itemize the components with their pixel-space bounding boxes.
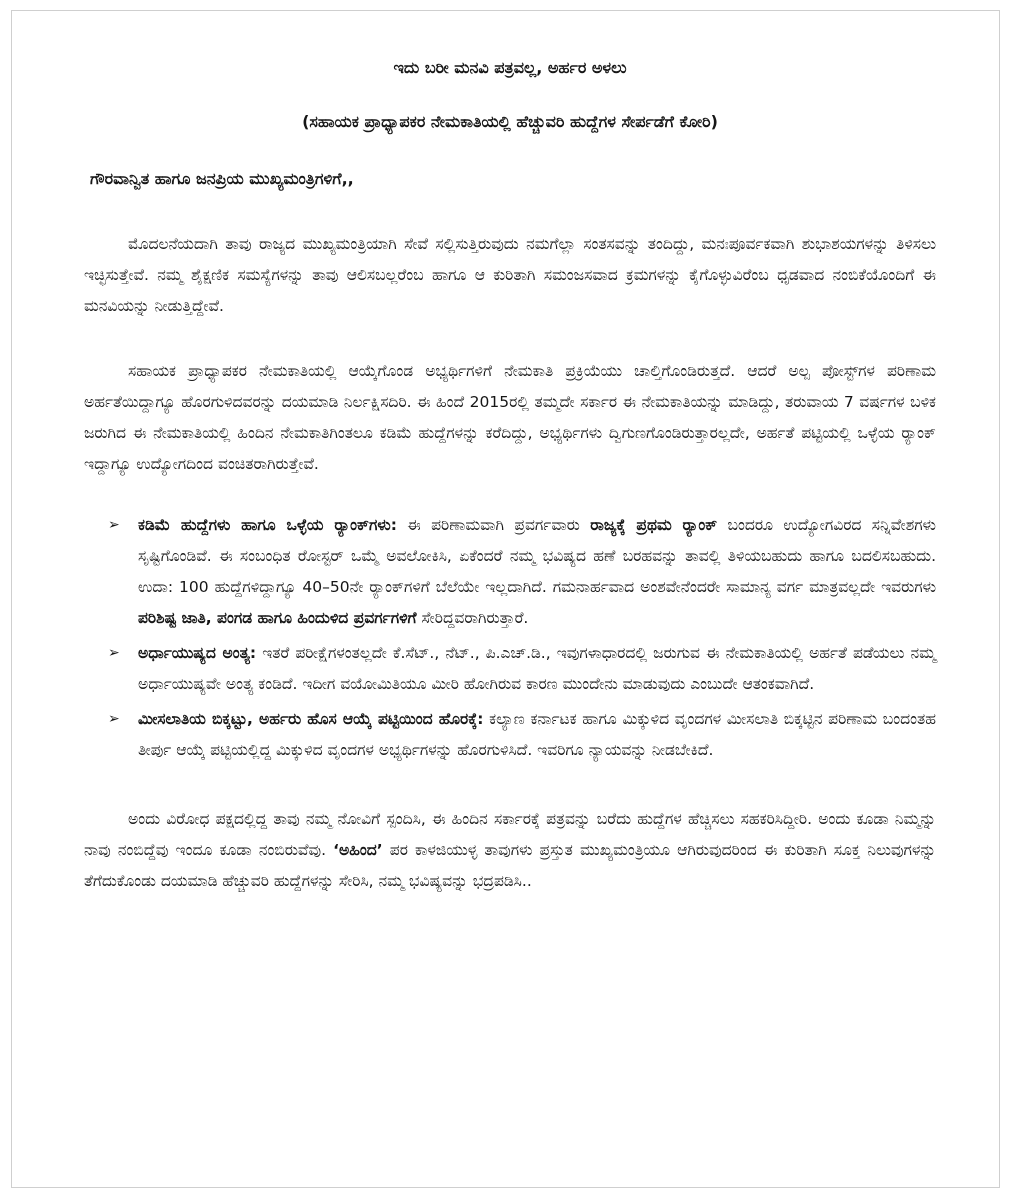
bullet-item	[84, 510, 936, 634]
bullet-list	[84, 510, 936, 766]
arrow-bullet-icon: ➢	[108, 645, 120, 661]
arrow-bullet-icon: ➢	[108, 517, 120, 533]
bullet-text: ಬಂದರೂ ಉದ್ಯೋಗವಿರದ ಸನ್ನಿವೇಶಗಳು ಸೃಷ್ಟಿಗೊಂಡಿವೆ. ಈ ಸಂಬಂಧಿತ ರೋಸ್ಟರ್ ಒಮ್ಮೆ ಅವಲೋಕಿಸಿ, ಏಕೆಂದರೆ ನಮ್ಮ ಭವಿಷ್ಯದ ಹಣೆ ಬರಹವನ್ನು ತಾವಲ್ಲಿ ತಿಳಿಯಬಹುದು ಹಾಗೂ ಬದಲಿಸಬಹುದು. ಉದಾ: 100 ಹುದ್ದೆಗಳಿದ್ದಾಗ್ಯೂ 40–50ನೇ ರ್‍ಯಾಂಕ್‌ಗಳಿಗೆ ಬೆಲೆಯೇ ಇಲ್ಲದಾಗಿದೆ. ಗಮನಾರ್ಹವಾದ ಅಂಶವೇನೆಂದರೇ ಸಾಮಾನ್ಯ ವರ್ಗ ಮಾತ್ರವಲ್ಲದೇ ಇವರುಗಳು	[138, 516, 936, 596]
closing-text: ಪರ ಕಾಳಜಿಯುಳ್ಳ ತಾವುಗಳು ಪ್ರಸ್ತುತ ಮುಖ್ಯಮಂತ್ರಿಯೂ ಆಗಿರುವುದರಿಂದ ಈ ಕುರಿತಾಗಿ ಸೂಕ್ತ ನಿಲುವುಗಳನ್ನು ತೆಗೆದುಕೊಂಡು ದಯಮಾಡಿ ಹೆಚ್ಚುವರಿ ಹುದ್ದೆಗಳನ್ನು ಸೇರಿಸಿ, ನಮ್ಮ ಭವಿಷ್ಯವನ್ನು ಭದ್ರಪಡಿಸಿ..	[84, 841, 936, 890]
bullet-text: ಇತರೆ ಪರೀಕ್ಷೆಗಳಂತಲ್ಲದೇ ಕೆ.ಸೆಟ್., ನೆಟ್., ಪಿ.ಎಚ್.ಡಿ., ಇವುಗಳಾಧಾರದಲ್ಲಿ ಜರುಗುವ ಈ ನೇಮಕಾತಿಯಲ್ಲಿ ಅರ್ಹತೆ ಪಡೆಯಲು ನಮ್ಮ ಅರ್ಧಾಯುಷ್ಯವೇ ಅಂತ್ಯ ಕಂಡಿದೆ. ಇದೀಗ ವಯೋಮಿತಿಯೂ ಮೀರಿ ಹೋಗಿರುವ ಕಾರಣ ಮುಂದೇನು ಮಾಡುವುದು ಎಂಬುದೇ ಆತಂಕವಾಗಿದೆ.	[138, 644, 936, 693]
bullet-text: ಈ ಪರಿಣಾಮವಾಗಿ ಪ್ರವರ್ಗವಾರು	[396, 516, 591, 534]
bullet-text: ಕಲ್ಯಾಣ ಕರ್ನಾಟಕ ಹಾಗೂ ಮಿಕ್ಕುಳಿದ ವೃಂದಗಳ ಮೀಸಲಾತಿ ಬಿಕ್ಕಟ್ಟಿನ ಪರಿಣಾಮ ಬಂದಂತಹ ತೀರ್ಪು ಆಯ್ಕೆ ಪಟ್ಟಿಯಲ್ಲಿದ್ದ ಮಿಕ್ಕುಳಿದ ವೃಂದಗಳ ಅಭ್ಯರ್ಥಿಗಳನ್ನು ಹೊರಗುಳಿಸಿದೆ. ಇವರಿಗೂ ನ್ಯಾಯವನ್ನು ನೀಡಬೇಕಿದೆ.	[138, 710, 937, 759]
letter-title: ಇದು ಬರೀ ಮನವಿ ಪತ್ರವಲ್ಲ, ಅರ್ಹರ ಅಳಲು	[393, 58, 627, 77]
bullet-text: ಸೇರಿದ್ದವರಾಗಿರುತ್ತಾರೆ.	[416, 609, 529, 627]
closing-text: ಅಂದು ವಿರೋಧ ಪಕ್ಷದಲ್ಲಿದ್ದ ತಾವು ನಮ್ಮ ನೋವಿಗೆ ಸ್ಪಂದಿಸಿ, ಈ ಹಿಂದಿನ ಸರ್ಕಾರಕ್ಕೆ ಪತ್ರವನ್ನು ಬರೆದು ಹುದ್ದೆಗಳ ಹೆಚ್ಚಿಸಲು ಸಹಕರಿಸಿದ್ದೀರಿ. ಅಂದು ಕೂಡಾ ನಿಮ್ಮನ್ನು ನಾವು ನಂಬಿದ್ದೆವು ಇಂದೂ ಕೂಡಾ ನಂಬಿರುವೆವು.	[84, 810, 936, 859]
bullet-heading: ಮೀಸಲಾತಿಯ ಬಿಕ್ಕಟ್ಟು, ಅರ್ಹರು ಹೊಸ ಆಯ್ಕೆ ಪಟ್ಟಿಯಿಂದ ಹೊರಕ್ಕೆ:	[138, 710, 484, 728]
bullet-heading: ಕಡಿಮೆ ಹುದ್ದೆಗಳು ಹಾಗೂ ಒಳ್ಳೆಯ ರ್‍ಯಾಂಕ್‌ಗಳು:	[138, 516, 397, 534]
letter-subtitle: (ಸಹಾಯಕ ಪ್ರಾಧ್ಯಾಪಕರ ನೇಮಕಾತಿಯಲ್ಲಿ ಹೆಚ್ಚುವರಿ ಹುದ್ದೆಗಳ ಸೇರ್ಪಡೆಗೆ ಕೋರಿ)	[302, 112, 718, 131]
paragraph-issue: ಸಹಾಯಕ ಪ್ರಾಧ್ಯಾಪಕರ ನೇಮಕಾತಿಯಲ್ಲಿ ಆಯ್ಕೆಗೊಂಡ ಅಭ್ಯರ್ಥಿಗಳಿಗೆ ನೇಮಕಾತಿ ಪ್ರಕ್ರಿಯೆಯು ಚಾಲ್ತಿಗೊಂಡಿರುತ್ತದೆ. ಆದರೆ ಅಲ್ಪ ಪೋಸ್ಟ್‌ಗಳ ಪರಿಣಾಮ ಅರ್ಹತೆಯಿದ್ದಾಗ್ಯೂ ಹೊರಗುಳಿದವರನ್ನು ದಯಮಾಡಿ ನಿರ್ಲಕ್ಷಿಸದಿರಿ. ಈ ಹಿಂದೆ 2015ರಲ್ಲಿ ತಮ್ಮದೇ ಸರ್ಕಾರ ಈ ನೇಮಕಾತಿಯನ್ನು ಮಾಡಿದ್ದು, ತರುವಾಯ 7 ವರ್ಷಗಳ ಬಳಿಕ ಜರುಗಿದ ಈ ನೇಮಕಾತಿಯಲ್ಲಿ ಹಿಂದಿನ ನೇಮಕಾತಿಗಿಂತಲೂ ಕಡಿಮೆ ಹುದ್ದೆಗಳನ್ನು ಕರೆದಿದ್ದು, ಅಭ್ಯರ್ಥಿಗಳು ದ್ವಿಗುಣಗೊಂಡಿರುತ್ತಾರಲ್ಲದೇ, ಅರ್ಹತೆ ಪಟ್ಟಿಯಲ್ಲಿ ಒಳ್ಳೆಯ ರ್‍ಯಾಂಕ್ ಇದ್ದಾಗ್ಯೂ ಉದ್ಯೋಗದಿಂದ ವಂಚಿತರಾಗಿರುತ್ತೇವೆ.	[84, 362, 936, 473]
letter-salutation: ಗೌರವಾನ್ವಿತ ಹಾಗೂ ಜನಪ್ರಿಯ ಮುಖ್ಯಮಂತ್ರಿಗಳಿಗೆ,,	[90, 169, 354, 188]
bullet-item	[84, 638, 936, 700]
closing-emphasis: ‘ಅಹಿಂದ’	[333, 841, 383, 859]
bullet-emphasis: ಪರಿಶಿಷ್ಟ ಜಾತಿ, ಪಂಗಡ ಹಾಗೂ ಹಿಂದುಳಿದ ಪ್ರವರ್ಗಗಳಿಗೆ	[138, 609, 417, 627]
bullet-emphasis: ರಾಜ್ಯಕ್ಕೆ ಪ್ರಥಮ ರ್‍ಯಾಂಕ್	[590, 516, 718, 534]
bullet-heading: ಅರ್ಧಾಯುಷ್ಯದ ಅಂತ್ಯ:	[138, 644, 257, 662]
bullet-item	[84, 704, 936, 766]
paragraph-intro: ಮೊದಲನೆಯದಾಗಿ ತಾವು ರಾಜ್ಯದ ಮುಖ್ಯಮಂತ್ರಿಯಾಗಿ ಸೇವೆ ಸಲ್ಲಿಸುತ್ತಿರುವುದು ನಮಗೆಲ್ಲಾ ಸಂತಸವನ್ನು ತಂದಿದ್ದು, ಮನಃಪೂರ್ವಕವಾಗಿ ಶುಭಾಶಯಗಳನ್ನು ತಿಳಿಸಲು ಇಚ್ಛಿಸುತ್ತೇವೆ. ನಮ್ಮ ಶೈಕ್ಷಣಿಕ ಸಮಸ್ಯೆಗಳನ್ನು ತಾವು ಆಲಿಸಬಲ್ಲರೆಂಬ ಹಾಗೂ ಆ ಕುರಿತಾಗಿ ಸಮಂಜಸವಾದ ಕ್ರಮಗಳನ್ನು ಕೈಗೊಳ್ಳುವಿರೆಂಬ ಧೃಡವಾದ ನಂಬಿಕೆಯೊಂದಿಗೆ ಈ ಮನವಿಯನ್ನು ನೀಡುತ್ತಿದ್ದೇವೆ.	[84, 235, 936, 315]
paragraph-closing	[84, 804, 936, 897]
letter-body	[84, 56, 936, 897]
arrow-bullet-icon: ➢	[108, 711, 120, 727]
